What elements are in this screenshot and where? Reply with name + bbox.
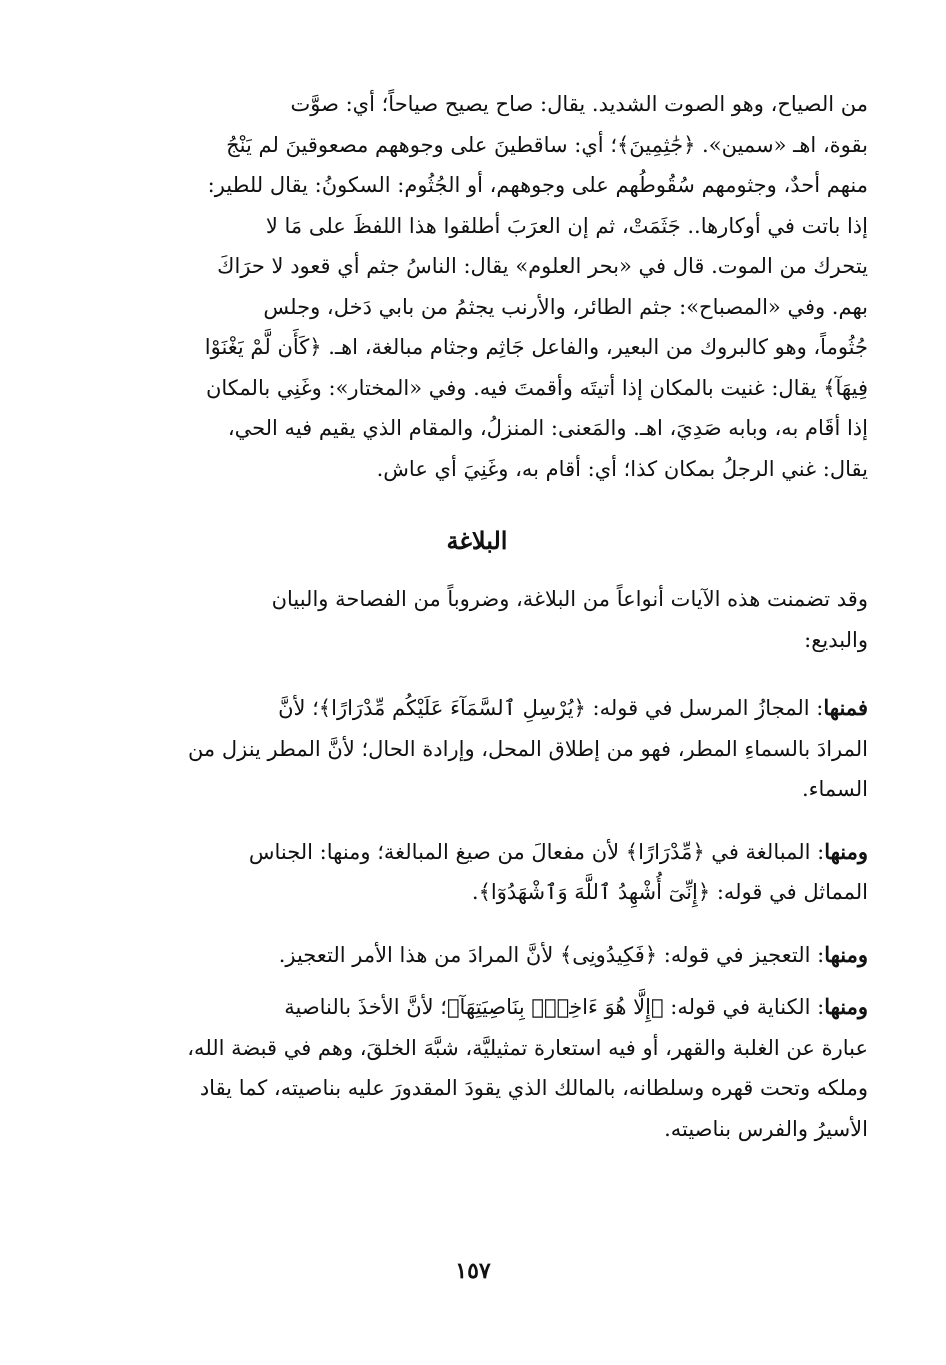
text-line: عبارة عن الغلبة والقهر، أو فيه استعارة تمثيليَّة، شبَّهَ الخلقَ، وهم في قبضة الله،: [187, 1035, 868, 1060]
item-lead: ومنها: [824, 838, 868, 864]
lexicon-paragraph: [86, 84, 868, 489]
text-line: والبديع:: [804, 627, 868, 652]
text-line: فِيهَآ﴾ يقال: غنيت بالمكان إذا أتيتَه وأقمتَ فيه. وفي «المختار»: وغَنِي بالمكان: [205, 375, 868, 400]
text-line: السماء.: [801, 777, 868, 801]
item-lead: ومنها: [824, 994, 868, 1019]
rhetoric-item-tajiz: [86, 935, 868, 976]
intro-paragraph: [86, 579, 868, 660]
text-line: وملكه وتحت قهره وسلطانه، بالمالك الذي يقودَ المقدورَ عليه بناصيته، كما يقاد: [199, 1076, 868, 1100]
text-line: [86, 832, 868, 873]
text-line: وقد تضمنت هذه الآيات أنواعاً من البلاغة، وضروباً من الفصاحة والبيان: [271, 587, 868, 611]
text-line: منهم أحدٌ، وجثومهم سُقُوطُهم على وجوههم، أو الجُثُوم: السكونُ: يقال للطير:: [207, 173, 868, 197]
text-line: المرادَ بالسماءِ المطر، فهو من إطلاق المحل، وإرادة الحال؛ لأنَّ المطر ينزل من: [187, 736, 868, 761]
rhetoric-item-kinaya: [86, 987, 868, 1149]
text-line: بقوة، اهـ «سمين». ﴿جَٰثِمِينَ﴾؛ أي: ساقطينَ على وجوههم مصعوقينَ لم يَنْجُ: [226, 132, 868, 157]
text-line: المماثل في قوله: ﴿إِنِّىٓ أُشْهِدُ ٱللَّهَ وَٱشْهَدُوٓا﴾.: [471, 880, 868, 904]
text-line: الأسيرُ والفرس بناصيته.: [664, 1116, 868, 1141]
text-line: جُثُوماً، وهو كالبروك من البعير، والفاعل جَاثِم وجثام مبالغة، اهـ. ﴿كَأَن لَّمْ يَغْنَوْا: [204, 335, 868, 359]
section-heading: البلاغة: [446, 526, 508, 555]
rhetoric-item-mubalagha: [86, 832, 868, 913]
item-text: : التعجيز في قوله: ﴿فَكِيدُونِى﴾ لأنَّ المرادَ من هذا الأمر التعجيز.: [278, 942, 825, 967]
text-line: بهم. وفي «المصباح»: جثم الطائر، والأرنب يجثمُ من بابي دَخل، وجلس: [263, 294, 868, 319]
text-line: من الصياح، وهو الصوت الشديد. يقال: صاح يصيح صياحاً؛ أي: صوَّت: [290, 92, 868, 116]
text-line: يتحرك من الموت. قال في «بحر العلوم» يقال: الناسُ جثم أي قعود لا حرَاكَ: [217, 254, 868, 278]
text-line: إذا باتت في أوكارها.. جَثَمَتْ، ثم إن العرَبَ أطلقوا هذا اللفظَ على مَا لا: [265, 213, 868, 238]
text-line: إذا أقَام به، وبابه صَدِيَ، اهـ. والمَعنى: المنزلُ، والمقام الذي يقيم فيه الحي،: [227, 416, 868, 440]
item-text: : المبالغة في ﴿مِّدْرَارًا﴾ لأن مفعالَ من صيغ المبالغة؛ ومنها: الجناس: [248, 839, 825, 864]
item-lead: ومنها: [824, 941, 868, 967]
item-text: : المجازُ المرسل في قوله: ﴿يُرْسِلِ ٱلسَّمَآءَ عَلَيْكُم مِّدْرَارًا﴾؛ لأنَّ: [278, 696, 824, 720]
text-line: [86, 987, 868, 1028]
page-number: ١٥٧: [455, 1258, 491, 1284]
rhetoric-item-majaz: [86, 688, 868, 810]
text-line: [86, 688, 868, 729]
item-text: : الكناية في قوله: ﴿إِلَّا هُوَ ءَاخِذٌۢ بِنَاصِيَتِهَآ﴾؛ لأنَّ الأخذَ بالناصية: [284, 995, 825, 1019]
item-lead: فمنها: [823, 695, 868, 720]
text-line: يقال: غني الرجلُ بمكان كذا؛ أي: أقام به، وغَنِيَ أي عاش.: [376, 456, 868, 481]
text-line: [86, 935, 868, 976]
